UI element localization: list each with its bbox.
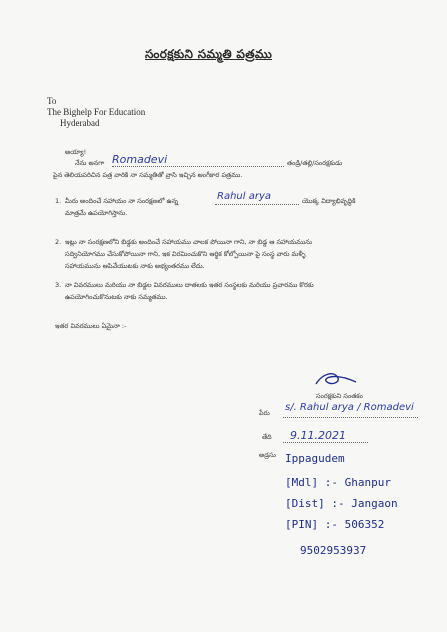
point-number: 2. <box>55 238 62 246</box>
address-organization: The Bighelp For Education <box>47 107 146 117</box>
point-number: 1. <box>55 197 62 205</box>
address-line-pin: [PIN] :- 506352 <box>285 518 385 531</box>
point-2-line-3: సహాయమును ఆపివేయుటకు నాకు అభ్యంతరము లేదు. <box>65 262 205 270</box>
guardian-name-handwritten: Romadevi <box>112 153 168 166</box>
signature-label: సంరక్షకుని సంతకం <box>316 392 363 400</box>
point-number: 3. <box>55 281 62 289</box>
address-label: అడ్రసు <box>259 451 276 459</box>
address-city: Hyderabad <box>60 118 100 128</box>
guardian-signature-scribble <box>312 368 362 390</box>
name-handwritten: s/. Rahul arya / Romadevi <box>285 402 414 413</box>
point-3-line-2: ఉపయోగించుకొనుటకు నాకు సమ్మతము. <box>65 293 168 301</box>
page-title: సంరక్షకుని సమ్మతి పత్రము <box>145 47 273 61</box>
address-to: To <box>47 96 57 106</box>
address-line-village: Ippagudem <box>285 452 345 465</box>
date-dotline <box>283 442 368 443</box>
date-label: తేది <box>262 433 272 441</box>
salutation: అయ్యా! <box>65 148 87 156</box>
name-dotline <box>283 417 418 418</box>
point-2-line-2: సద్వినియోగము చేసుకోపోయినా గాని, ఇక విరమించుకొని ఆర్థిక కోల్పోయినా పై సంస్థ వారు మళ్ళీ <box>65 250 306 258</box>
date-handwritten: 9.11.2021 <box>290 429 346 442</box>
point-3-line-1: నా వివరములు మరియు నా బిడ్డల వివరములు దాతలకు ఇతర సంస్థలకు మరియు ప్రచారము కొరకు <box>65 281 314 289</box>
other-details-label: ఇతర వివరములు ఏమైనా :- <box>55 322 127 330</box>
guardian-name-dotline <box>112 166 284 167</box>
intro-prefix: నేను అనగా <box>75 159 105 167</box>
point-1-suffix: యొక్క విద్యాభివృద్ధికి <box>302 197 356 205</box>
point-2-line-1: ఇట్లు నా సంరక్షణలోని బిడ్డకు అందించే సహాయము చాలక పోయినా గాని, నా బిడ్డ ఆ సహాయమును <box>65 238 313 246</box>
point-1-line-2: మాత్రమే ఉపయోగిస్తాను. <box>65 209 128 217</box>
address-line-mandal: [Mdl] :- Ghanpur <box>285 476 391 489</box>
intro-suffix: తండ్రి/తల్లి/సంరక్షకుడు <box>287 159 343 167</box>
student-name-dotline <box>215 204 299 205</box>
point-1-prefix: మీరు అందించే సహాయం నా సంరక్షణలో ఉన్న <box>65 197 179 205</box>
name-label: పేరు <box>259 409 270 417</box>
address-line-district: [Dist] :- Jangaon <box>285 497 398 510</box>
intro-line-2: పైన తెలియపరిచిన పత్ర వారికి నా సమ్మతితో వ్రాసి ఇచ్చిన అంగీకార పత్రము. <box>53 171 243 179</box>
phone-number: 9502953937 <box>300 544 367 557</box>
student-name-handwritten: Rahul arya <box>217 191 271 202</box>
